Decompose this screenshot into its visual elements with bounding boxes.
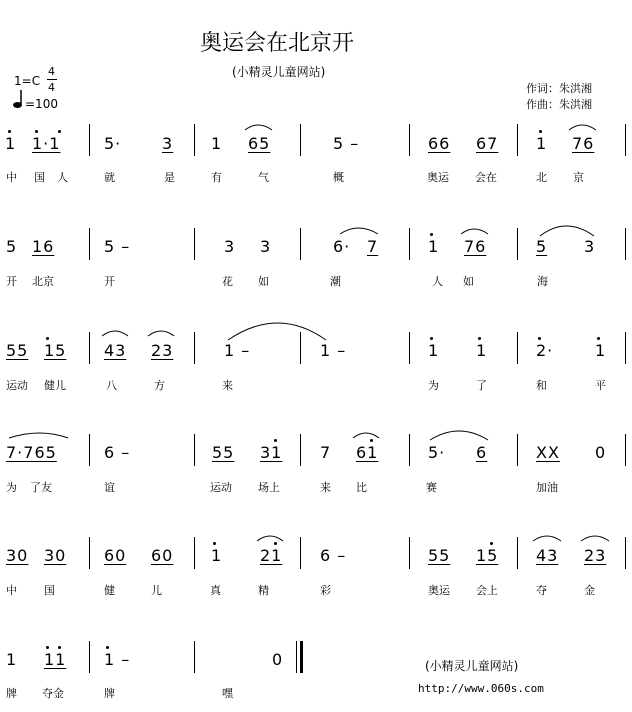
slur (102, 331, 128, 336)
lyric: 会在 (475, 171, 497, 184)
time-signature-bottom: 4 (48, 81, 55, 94)
tie (228, 323, 326, 340)
slur (257, 536, 283, 541)
lyric: 了友 (30, 481, 52, 494)
slur (533, 536, 561, 541)
note-group: 7 (367, 237, 379, 256)
slur (245, 125, 272, 130)
note-group: 6 (476, 443, 488, 462)
lyric: 开 (104, 275, 115, 288)
note-group: 30 (6, 546, 29, 565)
lyric: 场上 (258, 481, 280, 494)
note-group: 67 (476, 134, 499, 153)
lyric: 花 (222, 275, 233, 288)
note-group: 2· (536, 341, 554, 360)
note-group: 60 (151, 546, 174, 565)
lyric: 概 (333, 171, 344, 184)
lyric: 了 (476, 379, 487, 392)
note-group: 55 (428, 546, 451, 565)
note-group: 61 (356, 443, 379, 462)
source-label: (小精灵儿童网站) (232, 65, 326, 79)
note-group: 1 – (320, 341, 347, 360)
note-group: 1 – (224, 341, 251, 360)
lyric: 气 (258, 171, 269, 184)
lyric: 中 (6, 171, 17, 184)
note-group: 11 (44, 650, 67, 669)
note-group: 1 (595, 341, 607, 360)
lyric: 运动 (210, 481, 232, 494)
composer-credit: 作曲：朱洪湘 (526, 98, 592, 111)
lyric: 牌 (104, 687, 115, 700)
note-group: 5· (104, 134, 122, 153)
note-group: 5 (6, 237, 18, 256)
note-group: 76 (464, 237, 487, 256)
lyric: 彩 (320, 584, 331, 597)
lyric: 比 (356, 481, 367, 494)
lyric: 赛 (426, 481, 437, 494)
footer-site-name: (小精灵儿童网站) (425, 659, 519, 673)
lyric: 就 (104, 171, 115, 184)
note-group: 55 (212, 443, 235, 462)
lyric: 为 (6, 481, 17, 494)
note-group: 23 (584, 546, 607, 565)
note-group: 55 (6, 341, 29, 360)
note-group: 31 (260, 443, 283, 462)
lyric: 金 (584, 584, 595, 597)
lyric: 国 (44, 584, 55, 597)
note-group: 5 – (333, 134, 360, 153)
note-group: 3 (584, 237, 596, 256)
lyric: 海 (537, 275, 548, 288)
lyric: 如 (258, 275, 269, 288)
lyric: 北京 (32, 275, 54, 288)
note-group: 6 – (104, 443, 131, 462)
lyric: 方 (154, 379, 165, 392)
time-signature-top: 4 (48, 65, 55, 78)
lyric: 国 (34, 171, 45, 184)
lyric: 健儿 (44, 379, 66, 392)
note-group: 3 (260, 237, 272, 256)
note-group: 43 (104, 341, 127, 360)
note-group: 30 (44, 546, 67, 565)
note-group: 1·1 (32, 134, 61, 153)
note-group: 1 (428, 237, 440, 256)
note-group: 23 (151, 341, 174, 360)
lyric: 来 (222, 379, 233, 392)
lyric: 八 (106, 379, 117, 392)
note-group: 1 (476, 341, 488, 360)
note-group: 7·765 (6, 443, 57, 462)
lyric: 有 (211, 171, 222, 184)
lyric: 奥运 (428, 584, 450, 597)
slur (540, 226, 594, 236)
lyric: 健 (104, 584, 115, 597)
slur (340, 228, 378, 234)
lyric: 来 (320, 481, 331, 494)
lyric: 运动 (6, 379, 28, 392)
note-group: 5 – (104, 237, 131, 256)
slur (569, 125, 596, 130)
note-group: 43 (536, 546, 559, 565)
note-group: 65 (248, 134, 271, 153)
note-group: 0 (272, 650, 284, 669)
slur (461, 229, 488, 234)
note-group: 3 (162, 134, 174, 153)
note-group: XX (536, 443, 560, 462)
lyric: 开 (6, 275, 17, 288)
note-group: 16 (32, 237, 55, 256)
song-title: 奥运会在北京开 (200, 31, 355, 56)
note-group: 1 (428, 341, 440, 360)
lyric: 北 (536, 171, 547, 184)
lyric: 夺金 (42, 687, 64, 700)
lyric: 嘿 (222, 687, 233, 700)
lyric: 奥运 (427, 171, 449, 184)
lyric: 会上 (476, 584, 498, 597)
lyric: 谊 (104, 481, 115, 494)
note-group: 5 (536, 237, 548, 256)
lyric: 和 (536, 379, 547, 392)
lyric: 真 (210, 584, 221, 597)
footer-url[interactable]: http://www.060s.com (418, 682, 544, 695)
note-group: 76 (572, 134, 595, 153)
note-group: 5· (428, 443, 446, 462)
lyric: 为 (428, 379, 439, 392)
lyric: 加油 (536, 481, 558, 494)
lyric: 是 (164, 171, 175, 184)
note-group: 7 (320, 443, 332, 462)
note-group: 21 (260, 546, 283, 565)
note-group: 60 (104, 546, 127, 565)
lyric: 如 (463, 275, 474, 288)
slur (581, 536, 609, 541)
note-group: 15 (476, 546, 499, 565)
note-group: 66 (428, 134, 451, 153)
note-group: 1 (211, 546, 223, 565)
lyric: 人 (57, 171, 68, 184)
slur (353, 433, 379, 438)
slur (148, 331, 174, 336)
lyric: 京 (573, 171, 584, 184)
note-group: 1 – (104, 650, 131, 669)
lyric: 牌 (6, 687, 17, 700)
lyric: 潮 (330, 275, 341, 288)
lyric: 儿 (151, 584, 162, 597)
note-group: 1 (6, 650, 18, 669)
tempo-value: =100 (25, 97, 58, 111)
note-group: 1 (536, 134, 548, 153)
lyric: 人 (432, 275, 443, 288)
lyric: 中 (6, 584, 17, 597)
lyric: 夺 (536, 584, 547, 597)
note-group: 6· (333, 237, 351, 256)
lyric: 平 (595, 379, 606, 392)
lyricist-credit: 作词：朱洪湘 (526, 82, 592, 95)
note-group: 0 (595, 443, 607, 462)
note-group: 1 (5, 134, 17, 153)
slur (430, 431, 488, 440)
note-group: 6 – (320, 546, 347, 565)
key-signature: 1=C (14, 74, 41, 88)
note-group: 1 (211, 134, 223, 153)
slur (9, 433, 68, 438)
note-group: 3 (224, 237, 236, 256)
lyric: 精 (258, 584, 269, 597)
note-group: 15 (44, 341, 67, 360)
